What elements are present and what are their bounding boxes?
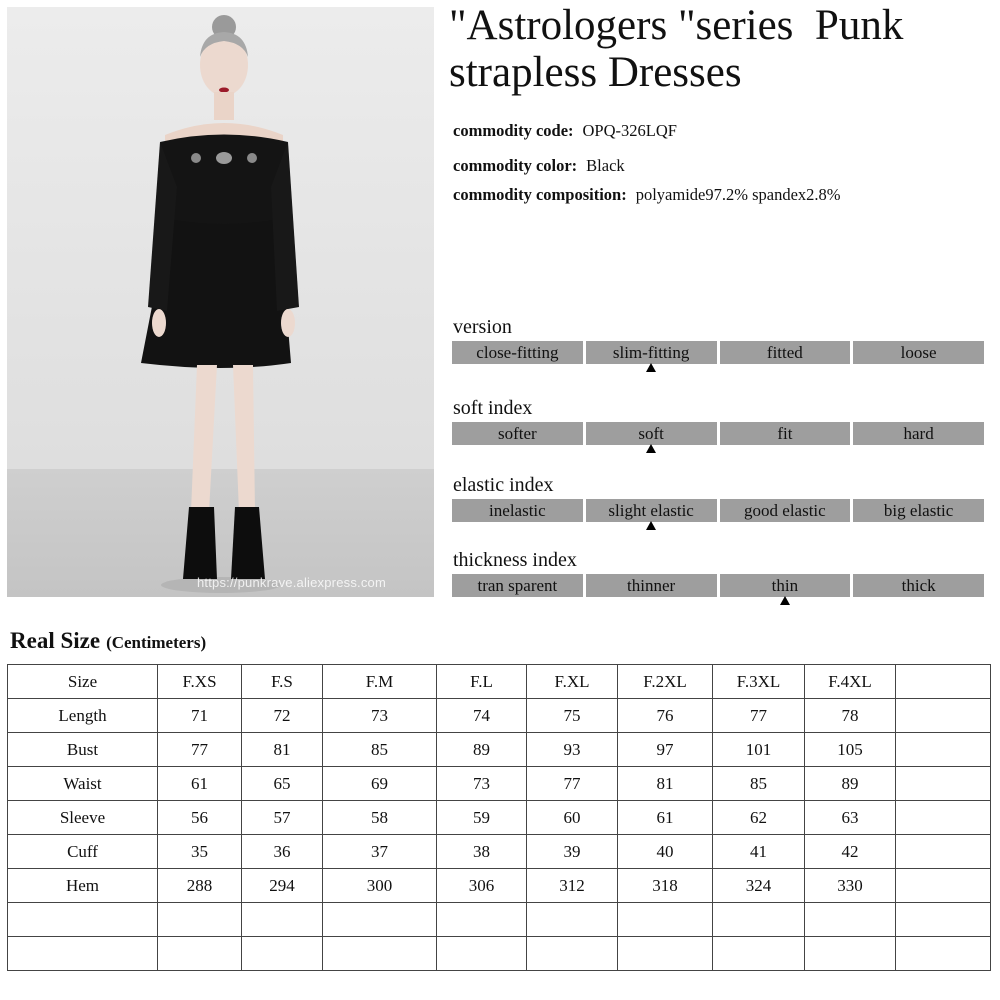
- size-table-cell: [896, 903, 991, 937]
- info-commodity-code: [453, 121, 677, 141]
- size-table-cell: 330: [805, 869, 896, 903]
- size-table-row-label: Waist: [8, 767, 158, 801]
- size-table-row-label: Size: [8, 665, 158, 699]
- size-table-cell: 318: [618, 869, 713, 903]
- size-table-cell: [896, 733, 991, 767]
- size-table-cell: [896, 699, 991, 733]
- elastic-index-option: good elastic: [720, 499, 851, 522]
- size-table-cell: 288: [158, 869, 242, 903]
- size-table-cell: 101: [713, 733, 805, 767]
- size-table-cell: [805, 937, 896, 971]
- size-table-cell: [437, 903, 527, 937]
- size-table-row-label: [8, 903, 158, 937]
- product-title: "Astrologers "series Punk strapless Dresses: [449, 2, 915, 96]
- size-table-cell: 77: [713, 699, 805, 733]
- size-table-cell: 74: [437, 699, 527, 733]
- size-table-cell: 97: [618, 733, 713, 767]
- size-table-row-label: Sleeve: [8, 801, 158, 835]
- soft-index-scale: [452, 422, 984, 445]
- size-table-cell: 40: [618, 835, 713, 869]
- size-table-cell: [618, 903, 713, 937]
- size-table-cell: 77: [158, 733, 242, 767]
- size-table-cell: 77: [527, 767, 618, 801]
- soft-index-label: soft index: [453, 397, 533, 419]
- elastic-index-label: elastic index: [453, 474, 554, 496]
- size-table-cell: [242, 903, 323, 937]
- size-table-cell: [896, 801, 991, 835]
- thickness-index-option: tran sparent: [452, 574, 583, 597]
- size-table-cell: 85: [323, 733, 437, 767]
- elastic-index-selected-marker: [646, 521, 656, 530]
- size-table-cell: 78: [805, 699, 896, 733]
- info-key: commodity color:: [453, 156, 578, 175]
- soft-index-option: hard: [853, 422, 984, 445]
- size-table-row: [8, 801, 991, 835]
- info-commodity-composition: [453, 185, 841, 205]
- size-table-cell: F.3XL: [713, 665, 805, 699]
- thickness-index-label: thickness index: [453, 549, 577, 571]
- size-table-cell: 89: [805, 767, 896, 801]
- size-table-cell: 75: [527, 699, 618, 733]
- size-table-cell: 294: [242, 869, 323, 903]
- size-table-cell: 81: [618, 767, 713, 801]
- size-table-cell: [323, 937, 437, 971]
- size-table-cell: 72: [242, 699, 323, 733]
- info-value: polyamide97.2% spandex2.8%: [635, 185, 841, 204]
- size-table-cell: 61: [158, 767, 242, 801]
- thickness-index-selected-marker: [780, 596, 790, 605]
- size-table-cell: 41: [713, 835, 805, 869]
- size-table-header-row: [8, 665, 991, 699]
- size-table-cell: 73: [437, 767, 527, 801]
- size-table-cell: 300: [323, 869, 437, 903]
- version-scale: [452, 341, 984, 364]
- size-table-cell: 56: [158, 801, 242, 835]
- size-table-cell: 69: [323, 767, 437, 801]
- size-table-cell: F.L: [437, 665, 527, 699]
- size-table-cell: 85: [713, 767, 805, 801]
- version-option: close-fitting: [452, 341, 583, 364]
- size-table-cell: 312: [527, 869, 618, 903]
- size-table-cell: 63: [805, 801, 896, 835]
- info-value: Black: [586, 156, 625, 175]
- model-figure: [7, 7, 434, 597]
- size-table-cell: [527, 937, 618, 971]
- elastic-index-scale: [452, 499, 984, 522]
- size-table-cell: 38: [437, 835, 527, 869]
- size-table-cell: 324: [713, 869, 805, 903]
- size-table-row: [8, 699, 991, 733]
- size-table-row-label: Length: [8, 699, 158, 733]
- size-table-cell: F.S: [242, 665, 323, 699]
- size-table-cell: F.4XL: [805, 665, 896, 699]
- size-table-cell: [713, 903, 805, 937]
- size-table-cell: 65: [242, 767, 323, 801]
- info-commodity-color: [453, 156, 625, 176]
- thickness-index-scale: [452, 574, 984, 597]
- info-value: OPQ-326LQF: [582, 121, 677, 140]
- size-table-cell: [896, 937, 991, 971]
- version-label: version: [453, 316, 512, 338]
- size-table-cell: [896, 665, 991, 699]
- version-selected-marker: [646, 363, 656, 372]
- size-table-cell: 81: [242, 733, 323, 767]
- size-table-cell: 57: [242, 801, 323, 835]
- size-table-row-label: Hem: [8, 869, 158, 903]
- size-table-row: [8, 733, 991, 767]
- size-table-cell: 58: [323, 801, 437, 835]
- size-table-cell: 306: [437, 869, 527, 903]
- size-table-cell: 42: [805, 835, 896, 869]
- watermark-text: https://punkrave.aliexpress.com: [197, 575, 387, 590]
- size-table-cell: 37: [323, 835, 437, 869]
- version-option: loose: [853, 341, 984, 364]
- product-photo: [7, 7, 434, 597]
- elastic-index-option: inelastic: [452, 499, 583, 522]
- size-table-cell: F.XL: [527, 665, 618, 699]
- size-table-body: [8, 665, 991, 971]
- version-option: slim-fitting: [586, 341, 717, 364]
- elastic-index-option: slight elastic: [586, 499, 717, 522]
- size-table-cell: 59: [437, 801, 527, 835]
- size-table-cell: F.XS: [158, 665, 242, 699]
- size-table-cell: [158, 903, 242, 937]
- size-table-row: [8, 869, 991, 903]
- size-table-row: [8, 937, 991, 971]
- version-option: fitted: [720, 341, 851, 364]
- size-table-cell: 60: [527, 801, 618, 835]
- size-table-cell: [158, 937, 242, 971]
- soft-index-selected-marker: [646, 444, 656, 453]
- size-table-row-label: Cuff: [8, 835, 158, 869]
- soft-index-option: softer: [452, 422, 583, 445]
- soft-index-option: fit: [720, 422, 851, 445]
- real-size-unit: (Centimeters): [106, 633, 207, 652]
- thickness-index-option: thin: [720, 574, 851, 597]
- size-table-cell: 73: [323, 699, 437, 733]
- size-table-cell: [618, 937, 713, 971]
- size-table-cell: [323, 903, 437, 937]
- size-table-cell: 71: [158, 699, 242, 733]
- size-table-cell: 89: [437, 733, 527, 767]
- size-table-cell: 39: [527, 835, 618, 869]
- size-table-cell: F.2XL: [618, 665, 713, 699]
- size-table-cell: 35: [158, 835, 242, 869]
- size-table-cell: [896, 869, 991, 903]
- size-table-cell: 76: [618, 699, 713, 733]
- soft-index-option: soft: [586, 422, 717, 445]
- info-key: commodity code:: [453, 121, 574, 140]
- real-size-title: Real Size: [10, 628, 101, 653]
- size-table-cell: 93: [527, 733, 618, 767]
- size-table-cell: 62: [713, 801, 805, 835]
- size-table-cell: [805, 903, 896, 937]
- size-table-cell: [527, 903, 618, 937]
- size-table-row-label: Bust: [8, 733, 158, 767]
- size-table-cell: 105: [805, 733, 896, 767]
- info-key: commodity composition:: [453, 185, 627, 204]
- size-table-row: [8, 903, 991, 937]
- size-table-cell: 36: [242, 835, 323, 869]
- size-table-cell: [713, 937, 805, 971]
- size-table-cell: [896, 767, 991, 801]
- size-table-cell: [437, 937, 527, 971]
- size-table-cell: F.M: [323, 665, 437, 699]
- size-table-row: [8, 767, 991, 801]
- size-table-cell: [896, 835, 991, 869]
- elastic-index-option: big elastic: [853, 499, 984, 522]
- size-table-cell: [242, 937, 323, 971]
- size-table-cell: 61: [618, 801, 713, 835]
- size-table-row-label: [8, 937, 158, 971]
- thickness-index-option: thinner: [586, 574, 717, 597]
- real-size-heading: [10, 628, 206, 654]
- size-table-row: [8, 835, 991, 869]
- thickness-index-option: thick: [853, 574, 984, 597]
- size-table: [7, 664, 991, 971]
